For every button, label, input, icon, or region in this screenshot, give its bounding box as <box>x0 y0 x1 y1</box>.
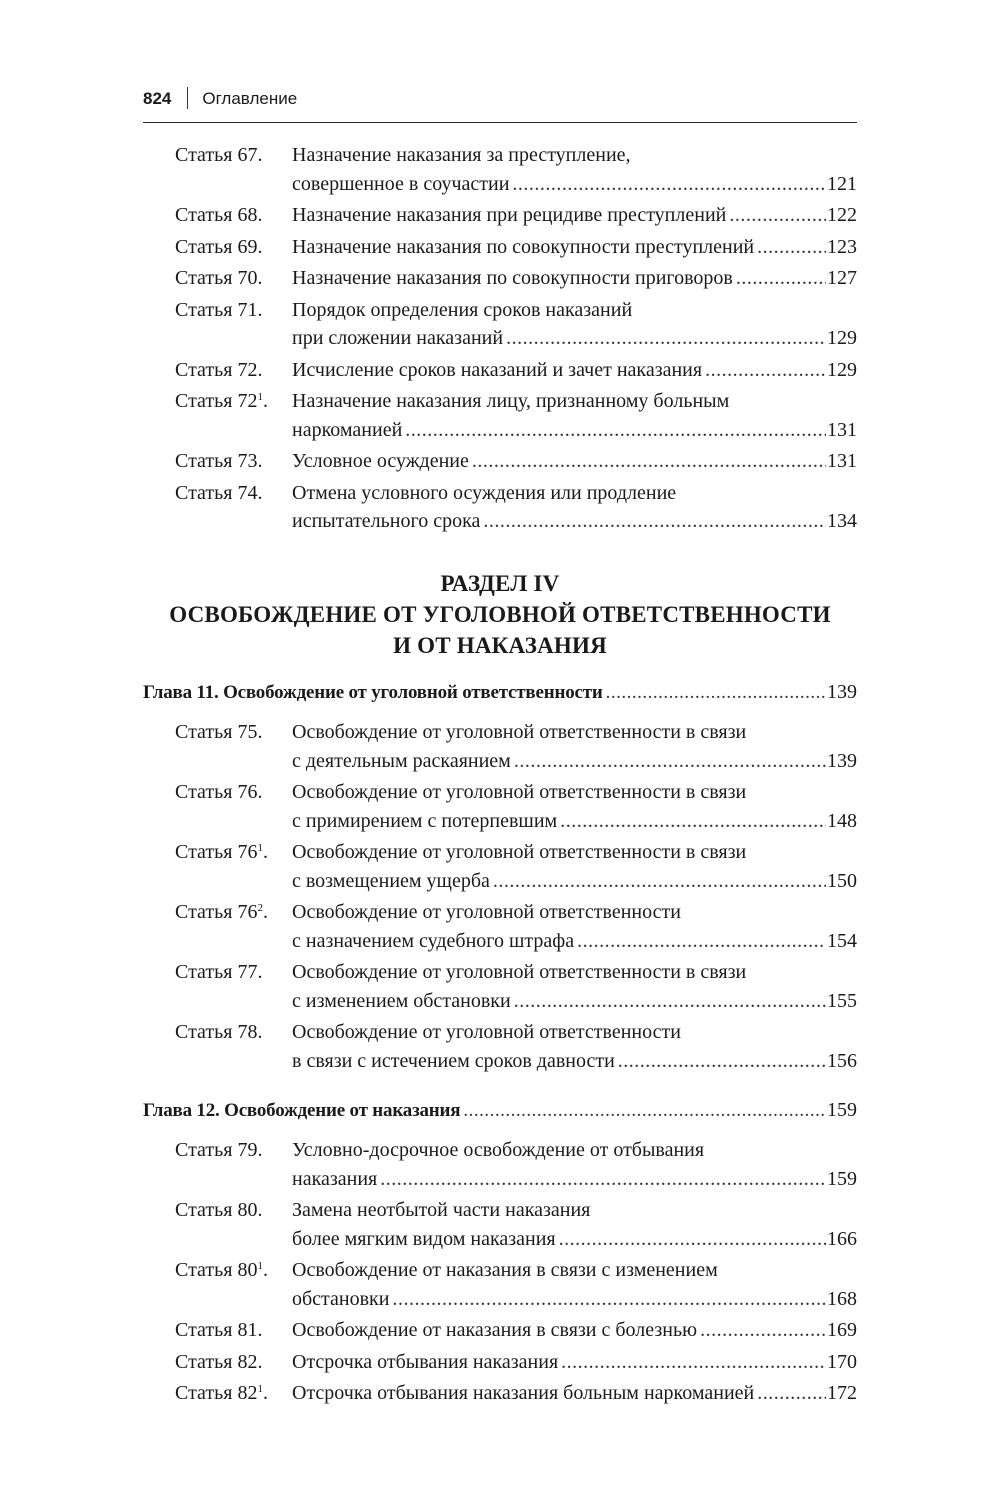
article-title-line: с изменением обстановки <box>292 989 511 1012</box>
dot-leader <box>577 927 826 956</box>
chapter-title: Глава 12. Освобождение от наказания <box>143 1100 461 1121</box>
toc-article-entry[interactable] <box>143 1379 857 1408</box>
dot-leader <box>392 1285 826 1314</box>
article-number-superscript: 2 <box>257 902 263 914</box>
dot-leader <box>705 356 826 385</box>
article-number <box>143 838 292 895</box>
article-title-last-line <box>292 416 857 445</box>
article-number <box>143 1348 292 1377</box>
article-title <box>292 778 857 835</box>
article-number-text: Статья 71. <box>175 298 263 321</box>
article-number-text: Статья 70. <box>175 267 263 289</box>
article-page: 129 <box>827 327 857 349</box>
dot-leader <box>618 1047 826 1076</box>
toc-article-entry[interactable] <box>143 1316 857 1345</box>
dot-leader <box>483 507 826 536</box>
toc-article-entry[interactable] <box>143 479 857 536</box>
article-number <box>143 718 292 775</box>
article-number <box>143 1316 292 1345</box>
article-number-suffix: . <box>262 841 268 863</box>
article-title-line: Назначение наказания при рецидиве преступлений <box>292 204 727 226</box>
article-title-line: Освобождение от наказания в связи с изменением <box>292 1259 718 1281</box>
article-number <box>143 1018 292 1075</box>
article-title-last-line <box>292 1285 857 1314</box>
dot-leader <box>700 1316 826 1345</box>
article-title-line: Освобождение от уголовной ответственности в связи <box>292 721 747 743</box>
toc-article-entry[interactable] <box>143 718 857 775</box>
article-number <box>143 233 292 262</box>
toc-article-entry[interactable] <box>143 1256 857 1313</box>
article-title-line: Замена неотбытой части наказания <box>292 1199 591 1221</box>
article-title-line: Освобождение от уголовной ответственности <box>292 1021 681 1043</box>
article-title-last-line <box>292 233 857 262</box>
article-title-line: Отсрочка отбывания наказания <box>292 1350 559 1373</box>
article-number-suffix: . <box>262 390 268 412</box>
article-page: 121 <box>827 172 857 195</box>
article-title-last-line <box>292 867 857 896</box>
toc-block-articles-79-82 <box>143 1136 857 1411</box>
running-title: Оглавление <box>202 89 298 108</box>
article-title <box>292 141 857 198</box>
article-title-last-line <box>292 1379 857 1408</box>
article-number <box>143 141 292 198</box>
dot-leader <box>729 201 826 230</box>
article-title-line: Исчисление сроков наказаний и зачет наказания <box>292 358 703 381</box>
section-number: РАЗДЕЛ IV <box>440 571 560 596</box>
chapter-page: 139 <box>827 681 857 703</box>
toc-article-entry[interactable] <box>143 387 857 444</box>
chapter-12-heading <box>143 1096 857 1125</box>
article-number-text: Статья 74. <box>175 481 263 504</box>
article-page: 169 <box>827 1319 857 1341</box>
article-page: 127 <box>827 267 857 289</box>
dot-leader <box>757 1379 826 1408</box>
article-title-last-line <box>292 201 857 230</box>
dot-leader <box>559 1225 826 1254</box>
toc-article-entry[interactable] <box>143 141 857 198</box>
article-title-last-line <box>292 356 857 385</box>
article-number-text: Статья 67. <box>175 144 263 166</box>
article-number-text: Статья 80. <box>175 1199 263 1221</box>
article-title-line: Освобождение от уголовной ответственности <box>292 901 681 923</box>
article-title <box>292 387 857 444</box>
dot-leader <box>757 233 826 262</box>
article-number <box>143 356 292 385</box>
article-title-line: с примирением с потерпевшим <box>292 809 558 832</box>
article-number <box>143 296 292 353</box>
toc-article-entry[interactable] <box>143 838 857 895</box>
article-number-superscript: 1 <box>257 391 263 403</box>
article-title <box>292 958 857 1015</box>
article-number-text: Статья 76 <box>175 901 258 923</box>
article-number <box>143 1136 292 1193</box>
article-number-text: Статья 72. <box>175 358 263 381</box>
article-title-last-line <box>292 447 857 476</box>
article-title <box>292 201 857 230</box>
article-title-last-line <box>292 747 857 776</box>
article-page: 123 <box>827 235 857 258</box>
article-title-line: Порядок определения сроков наказаний <box>292 298 633 321</box>
article-number-superscript: 1 <box>257 842 263 854</box>
article-title <box>292 1379 857 1408</box>
section-title-line-1: ОСВОБОЖДЕНИЕ ОТ УГОЛОВНОЙ ОТВЕТСТВЕННОСТИ <box>169 602 831 627</box>
article-title-line: Отсрочка отбывания наказания больным наркоманией <box>292 1382 755 1404</box>
article-number-text: Статья 82 <box>175 1382 258 1404</box>
toc-chapter-entry[interactable] <box>143 678 857 707</box>
toc-article-entry[interactable] <box>143 264 857 293</box>
article-title <box>292 718 857 775</box>
article-title-last-line <box>292 927 857 956</box>
article-page: 155 <box>827 989 857 1012</box>
article-number-text: Статья 68. <box>175 204 263 226</box>
dot-leader <box>736 264 826 293</box>
article-number <box>143 1196 292 1253</box>
article-title <box>292 296 857 353</box>
article-number <box>143 264 292 293</box>
chapter-page: 159 <box>827 1099 857 1121</box>
section-title-line-2: И ОТ НАКАЗАНИЯ <box>393 633 607 658</box>
article-title <box>292 479 857 536</box>
toc-article-entry[interactable] <box>143 201 857 230</box>
article-page: 129 <box>827 358 857 381</box>
article-number-text: Статья 80 <box>175 1259 258 1281</box>
article-number-text: Статья 75. <box>175 721 263 743</box>
article-title <box>292 1018 857 1075</box>
article-number-text: Статья 73. <box>175 450 263 472</box>
article-page: 159 <box>827 1167 857 1190</box>
article-title-line: совершенное в соучастии <box>292 172 510 195</box>
article-title-line: Условное осуждение <box>292 450 469 472</box>
article-title-last-line <box>292 264 857 293</box>
article-title-line: Назначение наказания за преступление, <box>292 144 631 166</box>
article-title-last-line <box>292 507 857 536</box>
dot-leader <box>560 807 826 836</box>
article-number <box>143 387 292 444</box>
article-page: 139 <box>827 749 857 772</box>
article-page: 156 <box>827 1049 857 1072</box>
header-separator <box>187 87 188 109</box>
article-number-suffix: . <box>262 1382 268 1404</box>
article-title-line: Назначение наказания по совокупности преступлений <box>292 235 755 258</box>
article-title <box>292 264 857 293</box>
article-title-line: Отмена условного осуждения или продление <box>292 481 677 504</box>
article-number-text: Статья 69. <box>175 235 263 258</box>
article-page: 131 <box>827 418 857 441</box>
toc-block-articles-67-74 <box>143 141 857 539</box>
article-page: 170 <box>827 1350 857 1373</box>
toc-article-entry[interactable] <box>143 1348 857 1377</box>
dot-leader <box>493 867 826 896</box>
article-title-line: Освобождение от уголовной ответственности в связи <box>292 841 747 863</box>
article-number-text: Статья 76. <box>175 781 263 803</box>
article-title-line: с деятельным раскаянием <box>292 749 511 772</box>
dot-leader <box>606 679 826 707</box>
toc-article-entry[interactable] <box>143 447 857 476</box>
article-title <box>292 898 857 955</box>
article-number-text: Статья 78. <box>175 1021 263 1043</box>
article-title-line: в связи с истечением сроков давности <box>292 1049 615 1072</box>
article-title-line: наркоманией <box>292 418 403 441</box>
article-page: 122 <box>827 204 857 226</box>
article-title-line: Назначение наказания лицу, признанному больным <box>292 390 730 412</box>
article-title-line: более мягким видом наказания <box>292 1227 556 1250</box>
article-title <box>292 838 857 895</box>
article-number <box>143 1256 292 1313</box>
article-number-suffix: . <box>262 901 268 923</box>
toc-article-entry[interactable] <box>143 233 857 262</box>
toc-article-entry[interactable] <box>143 898 857 955</box>
article-number <box>143 778 292 835</box>
article-number-suffix: . <box>262 1259 268 1281</box>
running-header <box>143 84 857 123</box>
chapter-11-heading <box>143 678 857 707</box>
toc-article-entry[interactable] <box>143 1136 857 1193</box>
article-number <box>143 958 292 1015</box>
article-title-last-line <box>292 987 857 1016</box>
article-title-last-line <box>292 1165 857 1194</box>
article-title <box>292 1196 857 1253</box>
article-title-line: при сложении наказаний <box>292 327 504 349</box>
article-number-text: Статья 82. <box>175 1350 263 1373</box>
article-number-text: Статья 77. <box>175 961 263 983</box>
article-title-last-line <box>292 170 857 199</box>
toc-block-articles-75-78 <box>143 718 857 1078</box>
dot-leader <box>405 416 826 445</box>
article-number <box>143 201 292 230</box>
dot-leader <box>472 447 826 476</box>
dot-leader <box>561 1348 826 1377</box>
article-number-text: Статья 81. <box>175 1319 263 1341</box>
dot-leader <box>463 1097 826 1125</box>
toc-article-entry[interactable] <box>143 778 857 835</box>
article-page: 168 <box>827 1287 857 1310</box>
article-title-last-line <box>292 324 857 353</box>
toc-article-entry[interactable] <box>143 1018 857 1075</box>
section-heading <box>143 568 857 661</box>
article-number <box>143 479 292 536</box>
article-page: 154 <box>827 929 857 952</box>
article-title <box>292 1348 857 1377</box>
article-title-last-line <box>292 807 857 836</box>
article-title <box>292 1256 857 1313</box>
article-title-line: испытательного срока <box>292 510 481 532</box>
toc-article-entry[interactable] <box>143 958 857 1015</box>
article-number <box>143 1379 292 1408</box>
page-number: 824 <box>143 89 172 108</box>
article-page: 134 <box>827 510 857 532</box>
toc-article-entry[interactable] <box>143 296 857 353</box>
article-page: 172 <box>827 1382 857 1404</box>
article-title-line: Назначение наказания по совокупности приговоров <box>292 267 733 289</box>
article-title-line: наказания <box>292 1167 378 1190</box>
article-number-text: Статья 72 <box>175 390 258 412</box>
dot-leader <box>380 1165 826 1194</box>
dot-leader <box>512 170 826 199</box>
article-title-line: с возмещением ущерба <box>292 869 490 892</box>
article-page: 131 <box>827 450 857 472</box>
article-title <box>292 233 857 262</box>
article-title <box>292 1136 857 1193</box>
article-title-line: Освобождение от наказания в связи с болезнью <box>292 1319 698 1341</box>
article-title-line: обстановки <box>292 1287 390 1310</box>
article-title-line: Условно-досрочное освобождение от отбывания <box>292 1139 705 1161</box>
article-title-line: Освобождение от уголовной ответственности в связи <box>292 781 747 803</box>
article-number <box>143 898 292 955</box>
article-title-last-line <box>292 1316 857 1345</box>
article-number-text: Статья 79. <box>175 1139 263 1161</box>
article-number <box>143 447 292 476</box>
article-title <box>292 1316 857 1345</box>
toc-article-entry[interactable] <box>143 1196 857 1253</box>
article-title <box>292 356 857 385</box>
article-number-text: Статья 76 <box>175 841 258 863</box>
article-title-line: с назначением судебного штрафа <box>292 929 575 952</box>
article-number-superscript: 1 <box>257 1383 263 1395</box>
toc-chapter-entry[interactable] <box>143 1096 857 1125</box>
article-page: 166 <box>827 1227 857 1250</box>
dot-leader <box>514 987 826 1016</box>
toc-article-entry[interactable] <box>143 356 857 385</box>
article-number-superscript: 1 <box>257 1260 263 1272</box>
dot-leader <box>514 747 826 776</box>
article-title-last-line <box>292 1348 857 1377</box>
article-title-last-line <box>292 1225 857 1254</box>
dot-leader <box>506 324 826 353</box>
chapter-title: Глава 11. Освобождение от уголовной ответственности <box>143 682 603 703</box>
article-title <box>292 447 857 476</box>
article-page: 148 <box>827 809 857 832</box>
article-title-line: Освобождение от уголовной ответственности в связи <box>292 961 747 983</box>
article-title-last-line <box>292 1047 857 1076</box>
article-page: 150 <box>827 869 857 892</box>
